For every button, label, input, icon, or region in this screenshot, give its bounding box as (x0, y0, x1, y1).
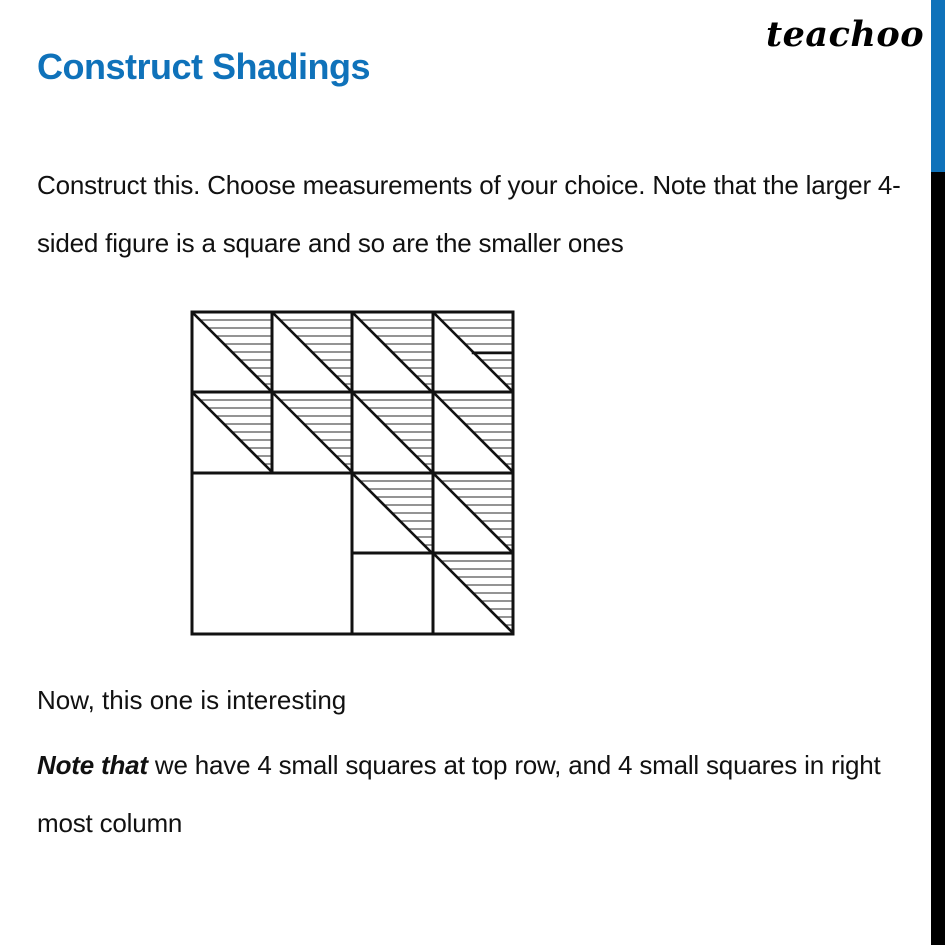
shaded-cell-r1c0 (192, 392, 272, 472)
shaded-cell-r1c3 (433, 392, 513, 472)
note-lead: Note that (37, 750, 148, 780)
teachoo-logo: teachoo (766, 14, 925, 55)
shaded-cell-r3c3 (433, 553, 513, 633)
shaded-cell-r1c1 (272, 392, 352, 472)
side-accent-bar (931, 0, 945, 172)
remark-text: Now, this one is interesting (37, 685, 347, 715)
shaded-cell-r0c0 (192, 312, 272, 392)
page-title: Construct Shadings (37, 46, 371, 87)
shaded-cell-r0c2 (352, 312, 432, 392)
side-dark-bar (931, 172, 945, 945)
shaded-cell-r0c1 (272, 312, 352, 392)
note-paragraph (37, 736, 917, 852)
shaded-cell-r2c3 (433, 473, 513, 553)
note-rest: we have 4 small squares at top row, and 4 small squares in right most column (37, 750, 881, 838)
shaded-cell-r2c2 (352, 473, 432, 553)
instruction-text: Construct this. Choose measurements of your choice. Note that the larger 4-sided figure is a square and so are the smaller ones (37, 170, 901, 258)
shaded-cell-r1c2 (352, 392, 432, 472)
shading-figure (180, 300, 530, 650)
